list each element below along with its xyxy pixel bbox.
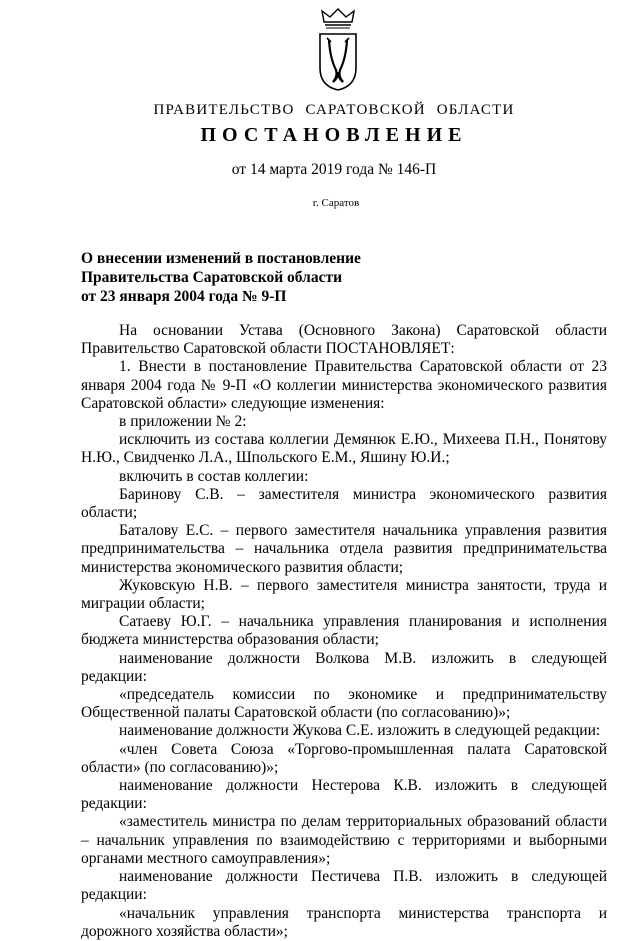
body-paragraph: исключить из состава коллегии Демянюк Е.Ю., Михеева П.Н., Понятову Н.Ю., Свидченко Л.А., Шпольского Е.М., Яшину Ю.И.; — [81, 431, 607, 467]
body-paragraph: в приложении № 2: — [119, 413, 247, 431]
body-paragraph: Сатаеву Ю.Г. – начальника управления планирования и исполнения бюджета министерства образования области; — [81, 613, 607, 649]
subject-line: Правительства Саратовской области — [81, 269, 342, 286]
body-paragraph: Баринову С.В. – заместителя министра экономического развития области; — [81, 485, 607, 522]
body-paragraph: включить в состав коллегии: — [119, 467, 309, 485]
body-paragraph: Баталову Е.С. – первого заместителя начальника управления развития предпринимательства – начальника отдела развития предпринимательства министерства экономического развития области; — [81, 522, 607, 576]
body-paragraph: наименование должности Пестичева П.В. изложить в следующей редакции: — [81, 868, 607, 904]
subject-line: от 23 января 2004 года № 9-П — [81, 288, 287, 305]
body-paragraph: «начальник управления транспорта министерства транспорта и дорожного хозяйства области»; — [81, 904, 607, 940]
body-paragraph: «член Совета Союза «Торгово-промышленная палата Саратовской области» (по согласованию)»; — [81, 740, 607, 776]
document-date-number: от 14 марта 2019 года № 146-П — [231, 161, 437, 178]
body-paragraph: наименование должности Жукова С.Е. изложить в следующей редакции: — [119, 722, 601, 740]
saratov-coat-of-arms-icon — [316, 8, 360, 92]
document-subject — [81, 249, 361, 306]
government-name: ПРАВИТЕЛЬСТВО САРАТОВСКОЙ ОБЛАСТИ — [153, 102, 515, 118]
body-paragraph: наименование должности Нестерова К.В. изложить в следующей редакции: — [81, 777, 607, 813]
document-city: г. Саратов — [312, 197, 360, 209]
body-paragraph: «заместитель министра по делам территориальных образований области – начальник управления по взаимодействию с территориями и выборными органами местного самоуправления»; — [81, 813, 607, 867]
body-paragraph: На основании Устава (Основного Закона) Саратовской области Правительство Саратовской области ПОСТАНОВЛЯЕТ: — [81, 322, 607, 358]
body-paragraph: Жуковскую Н.В. – первого заместителя министра занятости, труда и миграции области; — [81, 576, 607, 613]
body-paragraph: «председатель комиссии по экономике и предпринимательству Общественной палаты Саратовской области (по согласованию)»; — [81, 686, 607, 722]
body-paragraph: 1. Внести в постановление Правительства Саратовской области от 23 января 2004 года № 9-П «О коллегии министерства экономического развития Саратовской области» следующие изменения: — [81, 358, 607, 412]
body-paragraph: наименование должности Волкова М.В. изложить в следующей редакции: — [81, 649, 607, 685]
document-type-title: ПОСТАНОВЛЕНИЕ — [200, 124, 468, 146]
document-body — [81, 322, 607, 941]
subject-line: О внесении изменений в постановление — [81, 250, 361, 267]
